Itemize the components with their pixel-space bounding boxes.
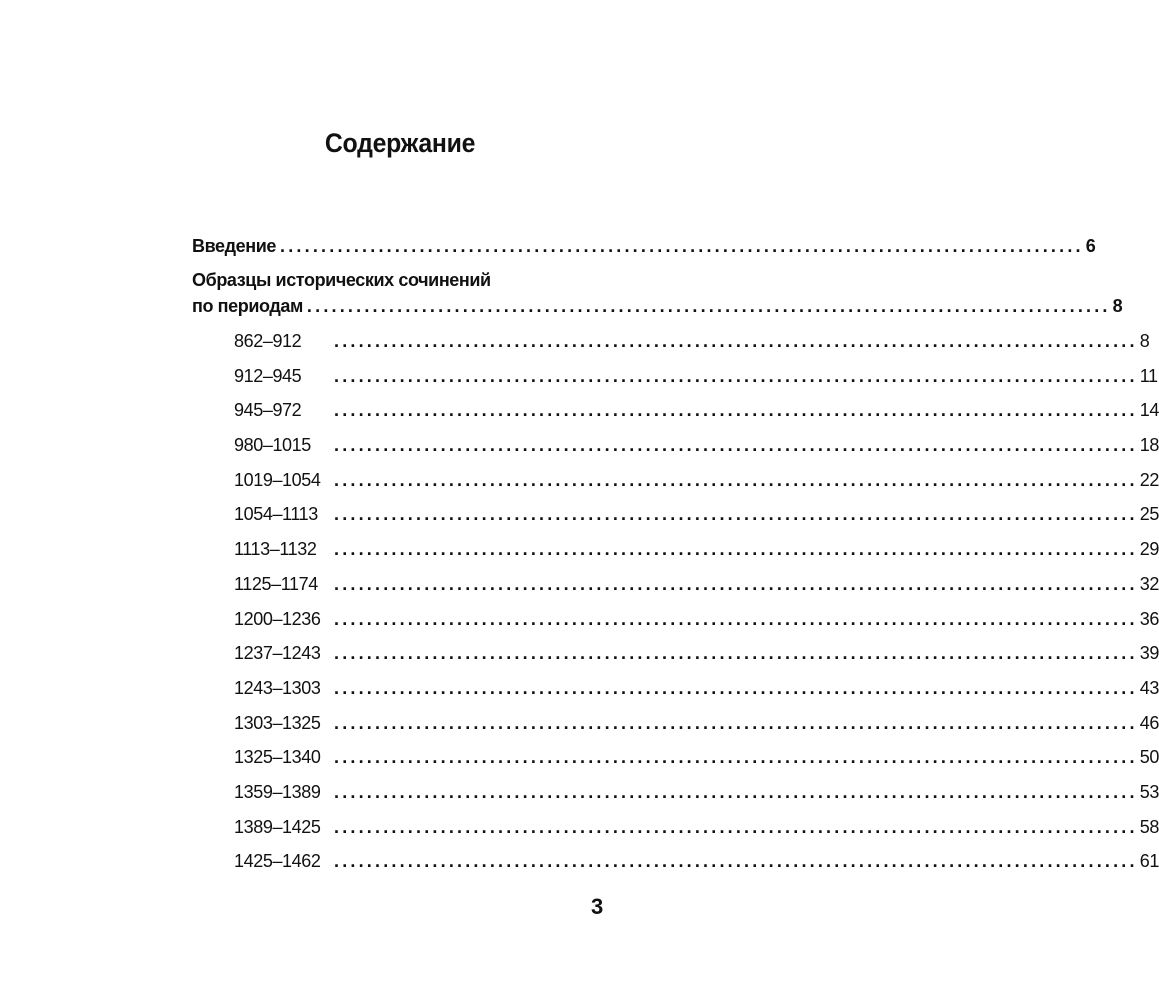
toc-entry-period[interactable] [192,816,1159,852]
toc-entry-label: 862–912 [234,331,302,351]
dot-leader: .................................................................................................. [334,816,1138,837]
toc-entry-period[interactable] [192,573,1159,609]
toc-entry-page: 22 [1139,469,1159,490]
toc-entry-label: 1237–1243 [234,643,321,664]
toc-entry-page: 8 [1139,331,1150,351]
dot-leader: .................................................................................................. [334,469,1138,490]
toc-entry-label: 1325–1340 [234,747,321,768]
toc-entry-period[interactable] [192,608,1159,644]
dot-leader: .................................................................................................. [334,331,1138,351]
toc-entry-period[interactable] [192,643,1159,678]
toc-entry-page: 53 [1139,781,1159,802]
toc-entry-label: 1125–1174 [234,573,318,594]
dot-leader: .................................................................................................. [306,296,1111,316]
toc-entry-introduction[interactable] [192,236,1096,270]
dot-leader: .................................................................................................. [334,573,1138,594]
toc-entry-label: 1425–1462 [234,851,321,872]
dot-leader: .................................................................................................. [334,400,1138,421]
toc-entry-page: 43 [1139,677,1159,698]
toc-entry-page: 36 [1139,608,1159,629]
page-title: Содержание [324,128,476,158]
toc-entry-page: 39 [1139,643,1159,664]
toc-entry-label: 980–1015 [234,435,311,456]
toc-entry-page: 6 [1085,236,1096,256]
dot-leader: .................................................................................................. [334,539,1138,560]
toc-entry-period[interactable] [192,504,1159,539]
toc-entry-label: 1200–1236 [234,608,321,629]
toc-entry-period[interactable] [192,781,1159,817]
page-number: 3 [591,894,604,919]
dot-leader: .................................................................................................. [280,236,1084,256]
toc-entry-label: Образцы исторических сочинений [192,270,491,290]
dot-leader: .................................................................................................. [334,643,1138,664]
toc-entry-period[interactable] [192,747,1159,782]
toc-entry-page: 8 [1112,296,1123,316]
toc-entry-label: 1113–1132 [234,539,317,560]
toc-entry-period[interactable] [192,469,1159,505]
toc-entry-period[interactable] [192,331,1150,366]
toc-entry-label: 945–972 [234,400,302,421]
toc-entry-label: по периодам [192,296,303,316]
toc-entry-page: 29 [1139,539,1159,560]
dot-leader: .................................................................................................. [334,608,1138,629]
toc-entry-page: 25 [1139,504,1159,525]
toc-entry-label: 1019–1054 [234,469,321,490]
dot-leader: .................................................................................................. [334,677,1138,698]
toc-entry-page: 58 [1139,816,1159,837]
toc-entry-period[interactable] [192,539,1159,574]
dot-leader: .................................................................................................. [334,851,1138,872]
toc-entry-period[interactable] [192,435,1159,470]
dot-leader: .................................................................................................. [334,435,1138,456]
toc-entry-samples-line1[interactable] [192,270,600,296]
toc-entry-label: 1243–1303 [234,677,321,698]
dot-leader: .................................................................................................. [334,365,1138,386]
toc-entry-label: 1054–1113 [234,504,318,525]
toc-entry-page: 61 [1139,851,1159,872]
dot-leader: .................................................................................................. [334,504,1138,525]
toc-entry-page: 14 [1139,400,1159,421]
dot-leader: .................................................................................................. [334,781,1138,802]
toc-entry-period[interactable] [192,400,1159,435]
dot-leader: .................................................................................................. [334,747,1138,768]
toc-entry-page: 32 [1139,573,1159,594]
toc-entry-page: 18 [1139,435,1159,456]
dot-leader: .................................................................................................. [334,712,1138,733]
toc-entry-label: 1359–1389 [234,781,321,802]
toc-entry-period[interactable] [192,712,1159,748]
toc-entry-page: 50 [1139,747,1159,768]
toc-entry-period[interactable] [192,851,1159,886]
toc-entry-samples-line2[interactable] [192,296,1123,331]
toc-entry-label: 1389–1425 [234,816,321,837]
toc-entry-label: 1303–1325 [234,712,321,733]
table-of-contents [192,236,1159,886]
toc-entry-page: 11 [1139,365,1158,386]
toc-entry-label: 912–945 [234,365,302,386]
toc-entry-label: Введение [192,236,277,256]
toc-entry-period[interactable] [192,365,1158,401]
toc-period-list [192,331,1159,886]
toc-entry-period[interactable] [192,677,1159,713]
toc-entry-page: 46 [1139,712,1159,733]
